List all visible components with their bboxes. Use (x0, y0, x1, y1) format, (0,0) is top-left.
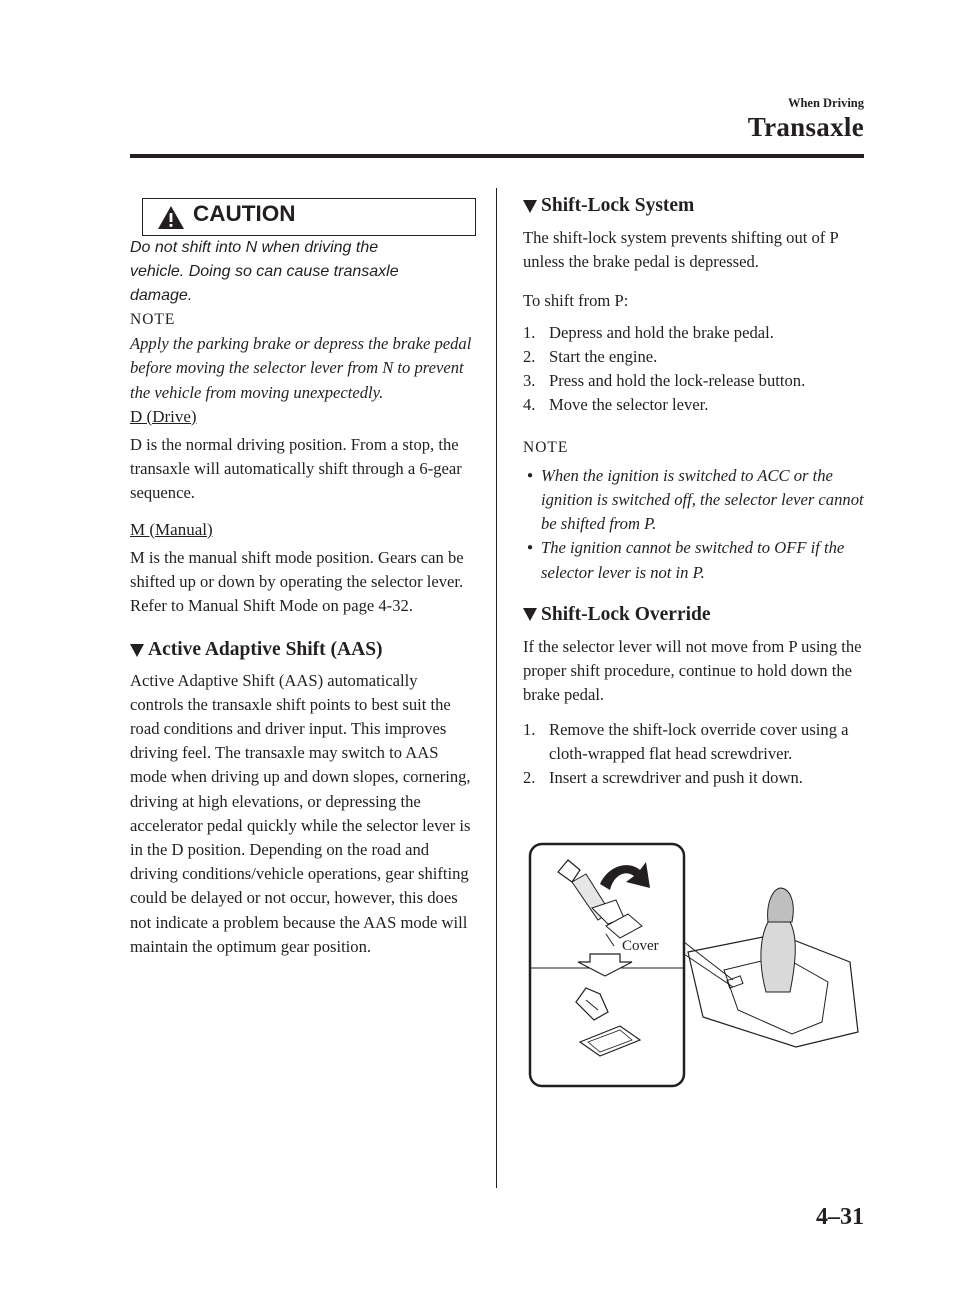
list-item: 1. Remove the shift-lock override cover using a cloth-wrapped flat head screwdriver. (523, 719, 849, 763)
section-marker-icon (523, 200, 537, 213)
shift-from-p: To shift from P: (523, 290, 629, 310)
running-header-chapter: Transaxle (747, 112, 864, 142)
list-item: ● When the ignition is switched to ACC or the ignition is switched off, the selector lever cannot be shifted from P. (523, 464, 868, 537)
list-item: ● The ignition cannot be switched to OFF if the selector lever is not in P. (523, 536, 868, 584)
aas-heading-text: Active Adaptive Shift (AAS) (148, 639, 383, 661)
right-column (523, 194, 868, 790)
override-steps (523, 718, 868, 791)
bullet-icon: ● (527, 542, 534, 554)
drive-heading: D (Drive) (130, 406, 197, 426)
shiftlock-heading (523, 194, 868, 218)
list-item: 4. Move the selector lever. (523, 395, 709, 415)
section-marker-icon (523, 608, 537, 621)
drive-text: D is the normal driving position. From a stop, the transaxle will automatically shift through a 6-gear sequence. (130, 435, 462, 503)
caution-banner (142, 198, 476, 236)
caution-label: CAUTION (193, 201, 296, 226)
header-rule (130, 154, 864, 158)
list-item: 3. Press and hold the lock-release button. (523, 371, 806, 391)
aas-heading (130, 638, 475, 662)
shift-lock-override-figure (528, 842, 860, 1090)
section-marker-icon (130, 644, 144, 657)
caution-text: Do not shift into N when driving the vehicle. Doing so can cause transaxle damage. (130, 239, 399, 304)
bullet-icon: ● (527, 469, 534, 481)
shiftlock-heading-text: Shift-Lock System (541, 195, 695, 216)
figure-illustration (528, 842, 860, 1090)
shift-steps (523, 321, 868, 418)
page-number: 4–31 (816, 1204, 864, 1230)
list-item: 1. Depress and hold the brake pedal. (523, 322, 774, 342)
running-header-section: When Driving (787, 96, 864, 110)
note-list (523, 464, 868, 585)
left-column (130, 198, 475, 959)
override-heading (523, 603, 868, 627)
manual-heading: M (Manual) (130, 519, 213, 539)
note-text: Apply the parking brake or depress the brake pedal before moving the selector lever from N to prevent the vehicle from moving unexpectedly. (130, 334, 472, 402)
note-heading: NOTE (130, 311, 176, 328)
warning-icon (157, 205, 185, 230)
aas-text: Active Adaptive Shift (AAS) automatically controls the transaxle shift points to best suit the road conditions and driver input. This improves driving feel. The transaxle may switch to AAS mode when driving up and down slopes, cornering, driving at high elevations, or depressing the accelerator pedal quickly while the selector lever is in the D position. Depending on the road and driving conditions/vehicle operations, gear shifting could be delayed or not occur, however, this does not indicate a problem because the AAS mode will maintain the optimum gear position. (130, 670, 471, 956)
figure-label-cover: Cover (622, 938, 659, 954)
column-divider (496, 188, 497, 1188)
manual-text: M is the manual shift mode position. Gears can be shifted up or down by operating the selector lever. Refer to Manual Shift Mode on page 4-32. (130, 547, 464, 616)
list-item: 2. Insert a screwdriver and push it down. (523, 768, 803, 788)
list-item: 2. Start the engine. (523, 347, 658, 367)
override-heading-text: Shift-Lock Override (541, 603, 711, 625)
shiftlock-text: The shift-lock system prevents shifting out of P unless the brake pedal is depressed. (523, 228, 839, 272)
note-heading: NOTE (523, 438, 569, 456)
override-text: If the selector lever will not move from P using the proper shift procedure, continue to hold down the brake pedal. (523, 637, 862, 705)
